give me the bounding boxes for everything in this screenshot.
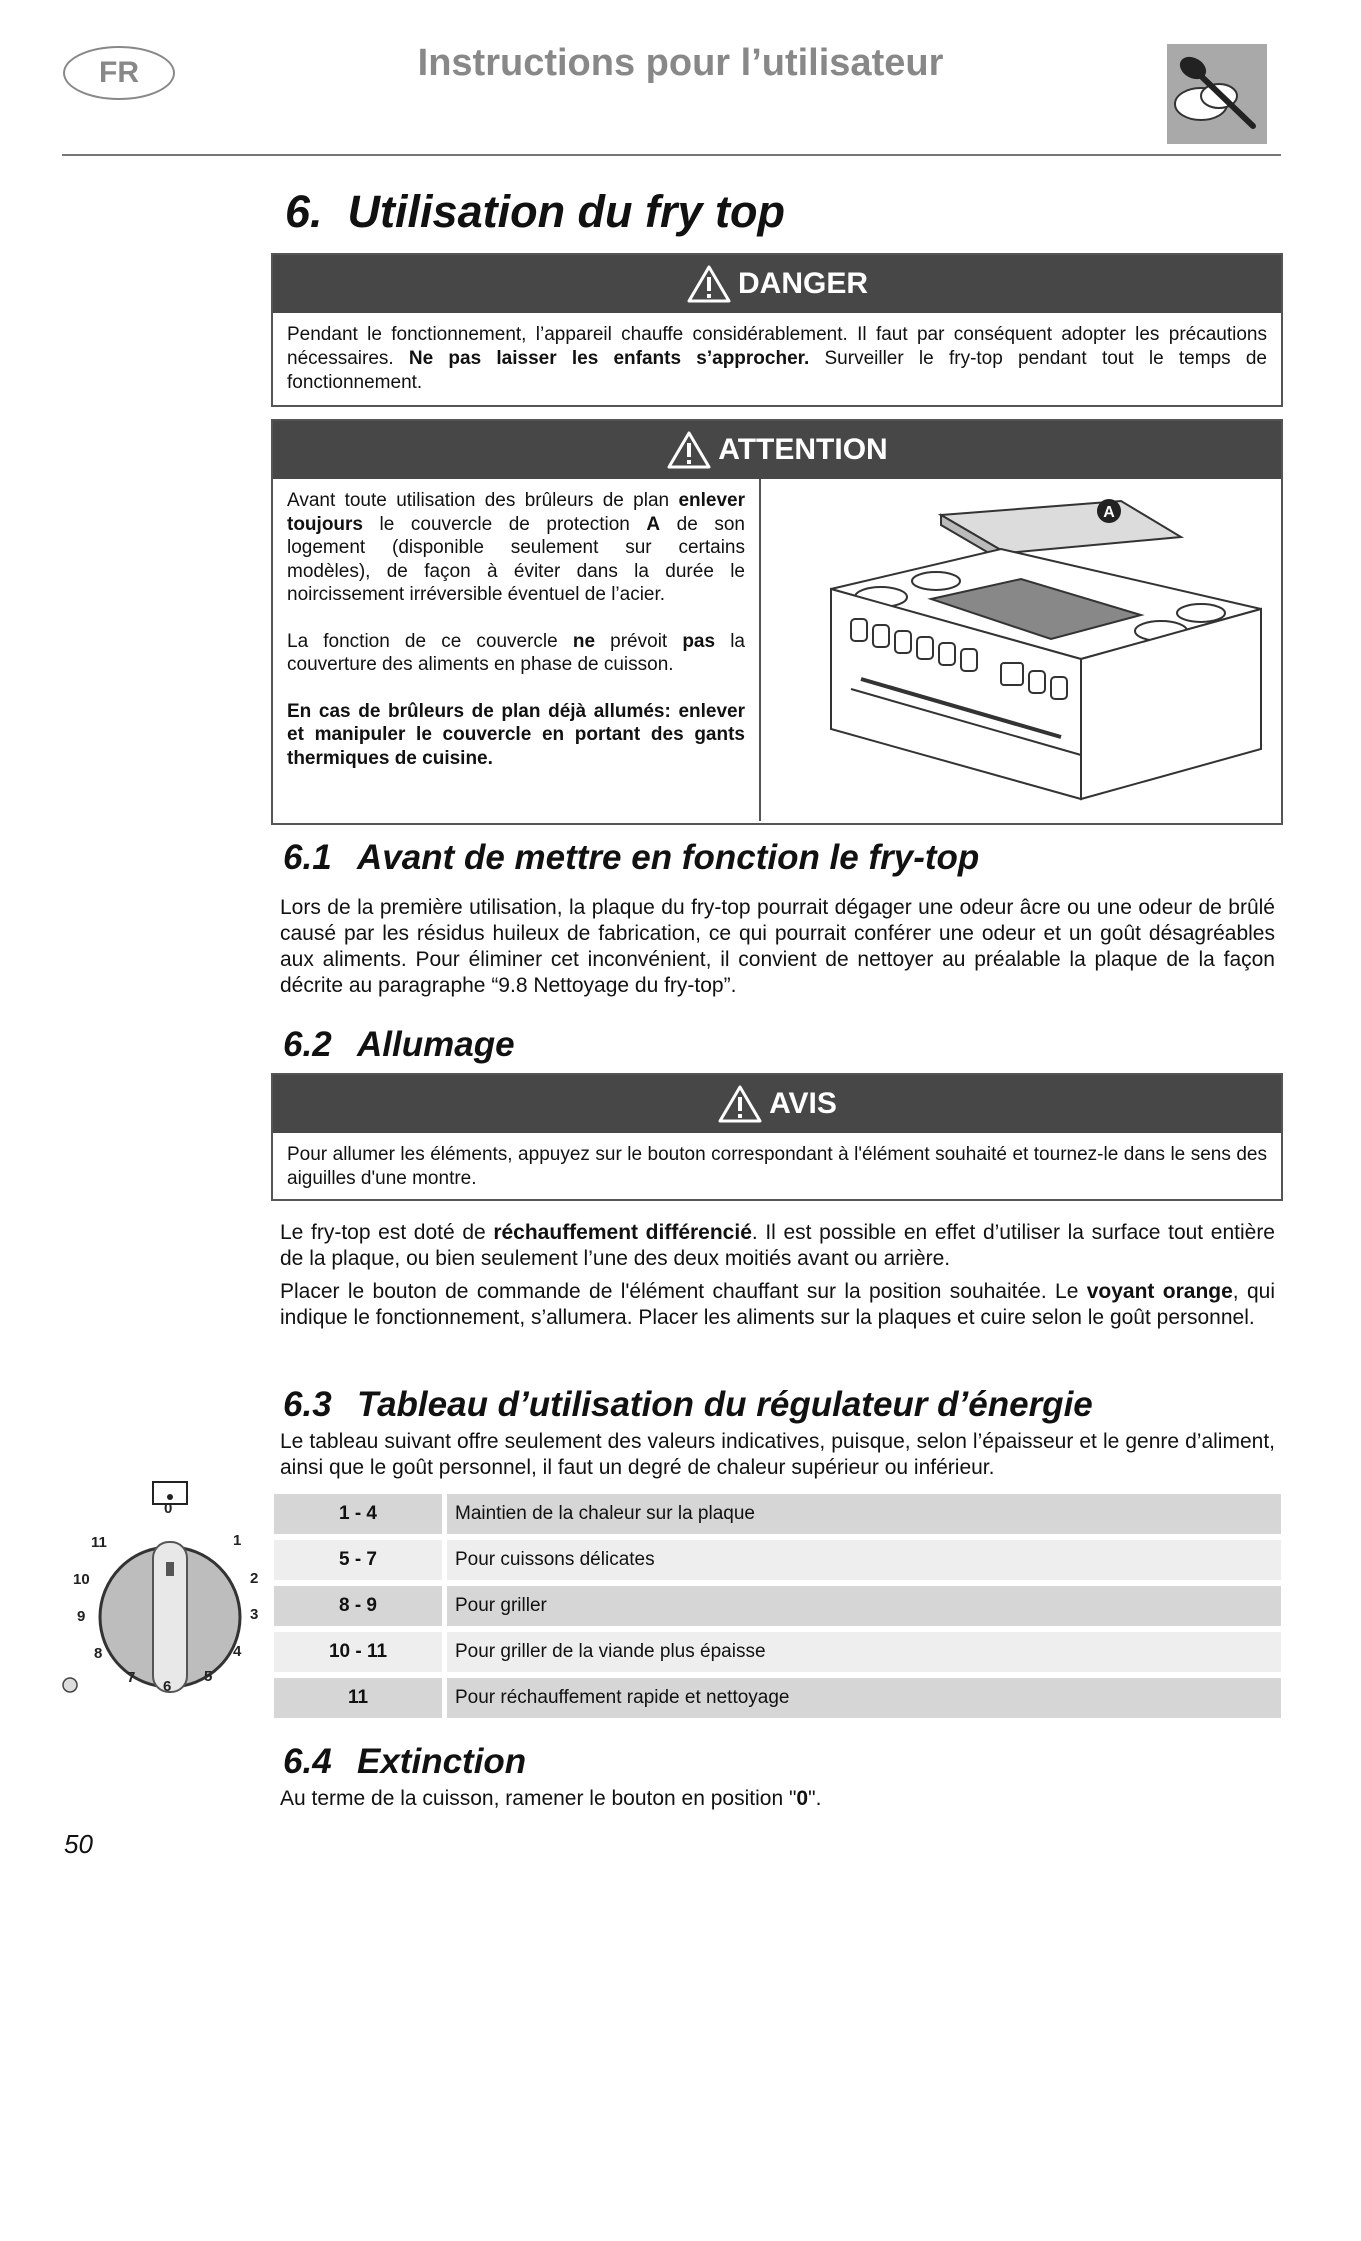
page-number: 50 [64, 1829, 93, 1859]
avis-box [271, 1073, 1283, 1201]
dial-label-9: 9 [77, 1608, 86, 1625]
attention-paragraph-1: Avant toute utilisation des brûleurs de plan enlever toujours le couvercle de protection A de son logement (disponible seulement sur certains modèles), de façon à éviter dans la durée le noircissement irréversible éventuel de l’acier. [287, 490, 745, 605]
subsection-6-3-text: Le tableau suivant offre seulement des valeurs indicatives, puisque, selon l’épaisseur et le genre d’aliment, ainsi que le goût personnel, il faut un degré de chaleur supérieur ou inférieur. [280, 1430, 1275, 1479]
cover-label-a: A [1103, 504, 1115, 521]
dial-label-11: 11 [91, 1534, 107, 1551]
attention-text [273, 479, 761, 821]
dial-label-10: 10 [73, 1571, 90, 1588]
attention-header [273, 421, 1281, 479]
attention-label: ATTENTION [718, 433, 888, 466]
fry-top-cooker-drawing [761, 479, 1281, 821]
section-title [285, 186, 785, 238]
subsection-6-2-title: 6.2 Allumage [283, 1025, 515, 1064]
dial-label-6: 6 [163, 1678, 172, 1695]
table-row: 8 - 9 Pour griller [274, 1586, 1281, 1626]
document-title: Instructions pour l’utilisateur [417, 42, 944, 84]
warning-icon [666, 430, 712, 470]
section-title-text: Utilisation du fry top [347, 186, 786, 237]
dial-label-0: 0 [164, 1500, 173, 1517]
dial-label-2: 2 [250, 1570, 259, 1587]
subsection-6-3-title: 6.3 Tableau d’utilisation du régulateur d’énergie [283, 1385, 1093, 1424]
chef-spoon-logo [1167, 44, 1267, 144]
table-row: 5 - 7 Pour cuissons délicates [274, 1540, 1281, 1580]
dial-label-4: 4 [233, 1643, 242, 1660]
cooker-illustration [761, 479, 1281, 821]
avis-label: AVIS [769, 1087, 837, 1120]
dial-label-1: 1 [233, 1532, 242, 1549]
danger-header [273, 255, 1281, 313]
header-rule [62, 154, 1281, 156]
dial-label-7: 7 [127, 1669, 136, 1686]
dial-label-5: 5 [204, 1668, 213, 1685]
warning-icon [686, 264, 732, 304]
avis-header [273, 1075, 1281, 1133]
subsection-6-4-title: 6.4 Extinction [283, 1742, 527, 1781]
danger-text: Pendant le fonctionnement, l’appareil chauffe considérablement. Il faut par conséquent adopter les précautions nécessaires. Ne pas laisser les enfants s’approcher. Surveiller le fry-top pendant tout le temps de fonctionnement. [287, 324, 1267, 393]
table-row: 1 - 4 Maintien de la chaleur sur la plaque [274, 1494, 1281, 1534]
language-label: FR [99, 56, 139, 89]
attention-paragraph-3: En cas de brûleurs de plan déjà allumés: enlever et manipuler le couvercle en portant des gants thermiques de cuisine. [287, 700, 745, 769]
table-row: 10 - 11 Pour griller de la viande plus épaisse [274, 1632, 1281, 1672]
attention-paragraph-2: La fonction de ce couvercle ne prévoit pas la couverture des aliments en phase de cuisson. [287, 630, 745, 675]
dial-label-8: 8 [94, 1645, 103, 1662]
attention-box [271, 419, 1283, 825]
subsection-6-2-paragraph-1: Le fry-top est doté de réchauffement différencié. Il est possible en effet d’utiliser la surface tout entière de la plaque, ou bien seulement l’une des deux moitiés avant ou arrière. [280, 1221, 1275, 1270]
subsection-6-4-text: Au terme de la cuisson, ramener le bouton en position "0". [280, 1787, 822, 1810]
subsection-6-1-text: Lors de la première utilisation, la plaque du fry-top pourrait dégager une odeur âcre ou une odeur de brûlé causé par les résidus huileux de fabrication, ce qui pourrait conférer une odeur et un goût désagréables aux aliments. Pour éliminer cet inconvénient, il convient de nettoyer au préalable la plaque de la façon décrite au paragraphe “9.8 Nettoyage du fry-top”. [280, 896, 1275, 997]
subsection-6-2-paragraph-2: Placer le bouton de commande de l'élément chauffant sur la position souhaitée. Le voyant orange, qui indique le fonctionnement, s’allumera. Placer les aliments sur la plaques et cuire selon le goût personnel. [280, 1280, 1275, 1329]
warning-icon [717, 1084, 763, 1124]
section-number: 6. [285, 186, 323, 237]
danger-label: DANGER [737, 267, 868, 300]
dial-label-3: 3 [250, 1606, 259, 1623]
avis-text: Pour allumer les éléments, appuyez sur le bouton correspondant à l'élément souhaité et tournez-le dans le sens des aiguilles d'une montre. [287, 1144, 1267, 1189]
subsection-6-1-title: 6.1 Avant de mettre en fonction le fry-top [283, 838, 980, 877]
chef-spoon-icon [1167, 44, 1267, 144]
control-knob-diagram [55, 1480, 275, 1720]
table-row: 11 Pour réchauffement rapide et nettoyage [274, 1678, 1281, 1718]
danger-box [271, 253, 1283, 407]
